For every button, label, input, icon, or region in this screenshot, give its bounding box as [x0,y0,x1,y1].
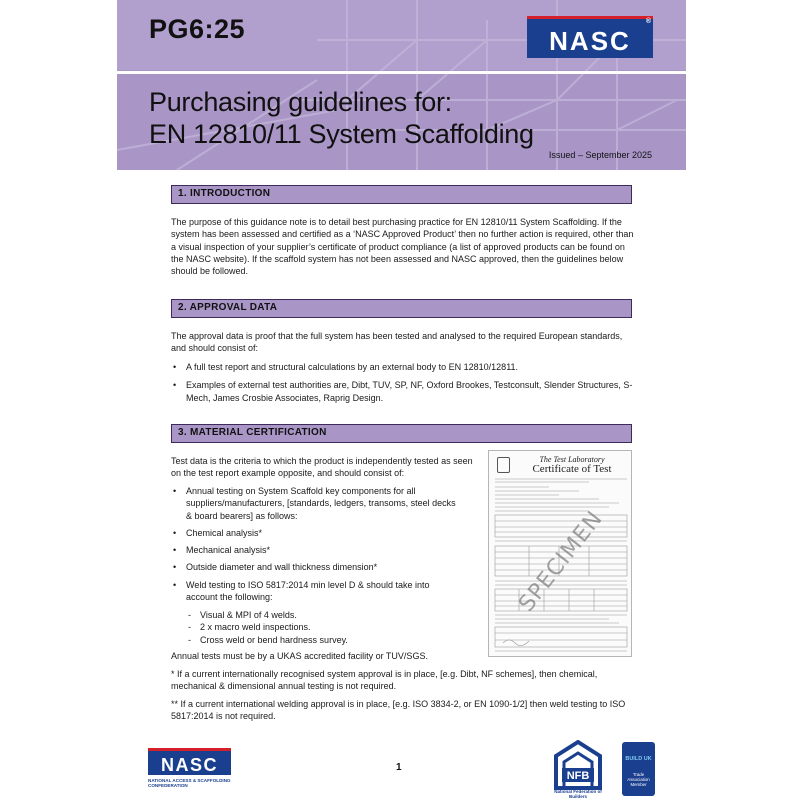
crest-icon [497,457,510,473]
document-code: PG6:25 [149,14,246,44]
section-heading-approval-data: 2. APPROVAL DATA [171,299,632,318]
title-line-1: Purchasing guidelines for: [149,87,452,117]
list-item: - 2 x macro weld inspections. [187,621,447,633]
nasc-footer-logo: NASC [148,748,231,775]
list-item: • Chemical analysis* [171,527,461,539]
page-number: 1 [396,762,402,773]
approval-bullet-list [171,361,637,404]
material-paragraph: Test data is the criteria to which the product is independently tested as seen on the test report example opposite, and should consist of: [171,456,473,479]
registered-mark: ® [645,18,651,25]
specimen-certificate-image [488,450,632,657]
section-heading-material-certification: 3. MATERIAL CERTIFICATION [171,424,632,443]
nfb-logo-icon [552,740,604,792]
nasc-footer-subtitle: NATIONAL ACCESS & SCAFFOLDING CONFEDERATION [148,778,231,789]
list-item: - Visual & MPI of 4 welds. [187,609,447,621]
build-uk-badge [622,742,655,796]
page-title [149,86,534,150]
list-item: • Annual testing on System Scaffold key components for all suppliers/manufacturers, [standards, ledgers, transoms, steel decks & board bearers] as follows: [171,485,461,522]
title-line-2: EN 12810/11 System Scaffolding [149,119,534,149]
approval-paragraph: The approval data is proof that the full system has been tested and analysed to the required European standards, and should consist of: [171,331,623,354]
list-item: - Cross weld or bend hardness survey. [187,634,447,646]
certificate-lab-name: The Test Laboratory [539,455,605,464]
nasc-logo-text: NASC [549,26,631,56]
footnote-system-approval: * If a current internationally recognised system approval is in place, [e.g. Dibt, NF schemes], then chemical, mechanical & dimensional annual testing is not required. [171,669,598,692]
material-bullet-list [171,485,461,603]
annual-tests-note: Annual tests must be by a UKAS accredited facility or TUV/SGS. [171,651,428,661]
introduction-paragraph: The purpose of this guidance note is to detail best purchasing practice for EN 12810/11 System Scaffolding. If the system has been assessed and certified as a ‘NASC Approved Product’ then no further action is required, other than a visual inspection of your supplier’s certificate of product compliance (a list of approved products can be found on the NASC website). If the scaffold system has not been assessed and NASC approved, then the guidelines below should be followed. [171,217,634,277]
nfb-label: National Federation of Builders [554,789,602,799]
specimen-stamp: SPECIMEN [514,506,609,617]
list-item: • Weld testing to ISO 5817:2014 min level D & should take into account the following: [171,579,461,604]
header-divider [117,71,686,74]
nasc-logo [527,16,653,58]
list-item: • Mechanical analysis* [171,544,461,556]
list-item: • Outside diameter and wall thickness dimension* [171,561,461,573]
issued-date: Issued – September 2025 [548,150,652,160]
document-page [117,0,686,801]
build-uk-subtitle: Trade Association Member [627,772,650,788]
section-heading-introduction: 1. INTRODUCTION [171,185,632,204]
weld-test-sub-list [187,609,447,646]
nfb-logo-text: NFB [566,770,590,782]
page-header [117,0,686,170]
list-item: • A full test report and structural calculations by an external body to EN 12810/12811. [171,361,637,373]
certificate-title: Certificate of Test [532,463,612,475]
footnote-welding-approval: ** If a current international welding approval is in place, [e.g. ISO 3834-2, or EN 1090-1/2] then weld testing to ISO 5817:2014 is not required. [171,699,626,722]
build-uk-text: BUILD UK [625,756,652,762]
list-item: • Examples of external test authorities are, Dibt, TUV, SP, NF, Oxford Brookes, Testconsult, Slender Structures, S-Mech, James Crosbie Associates, Raprig Design. [171,379,637,404]
